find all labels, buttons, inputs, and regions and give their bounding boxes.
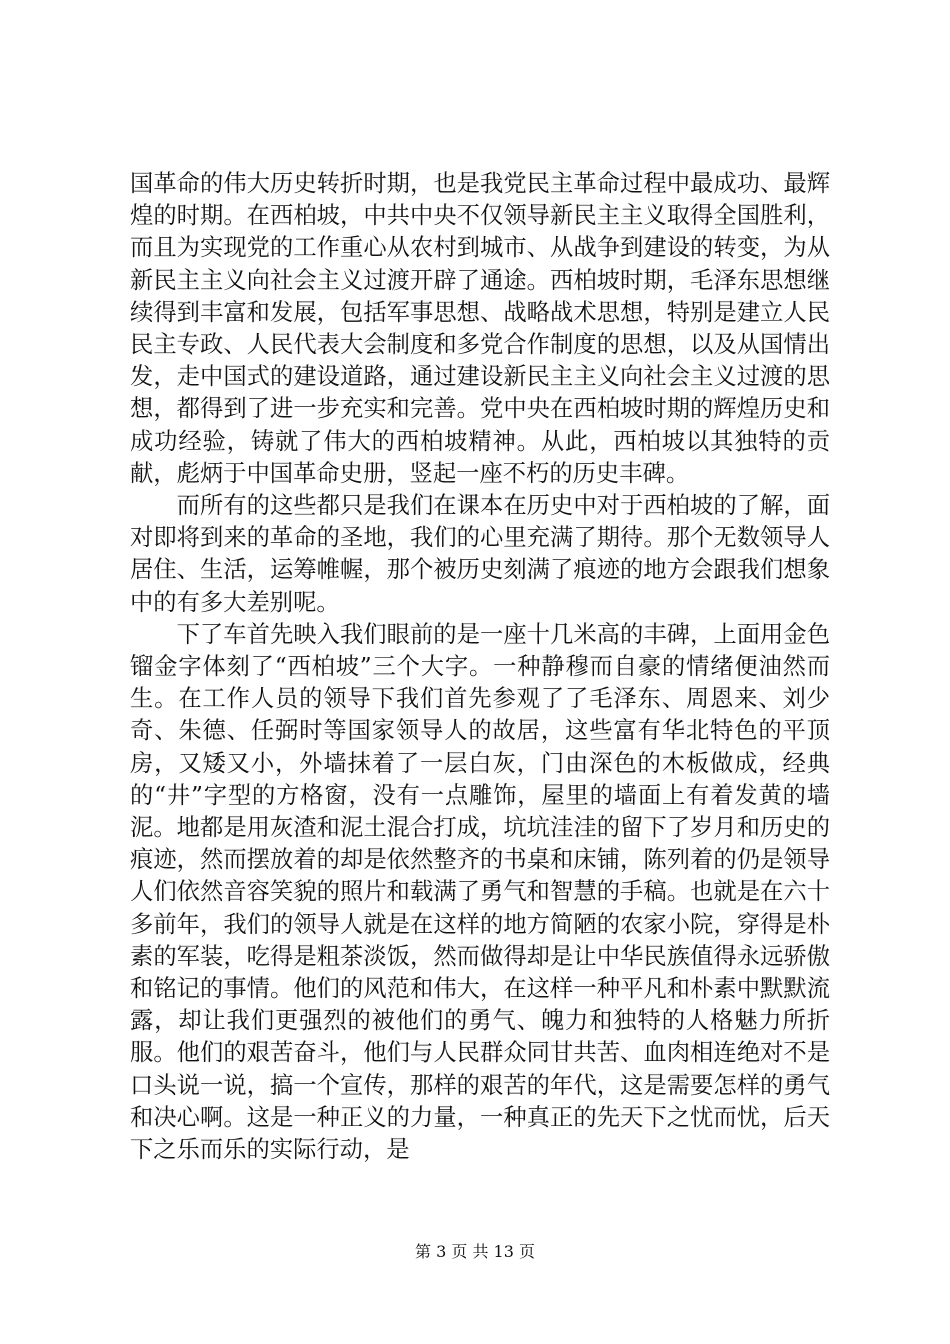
body-text bbox=[130, 168, 830, 1166]
paragraph-1: 国革命的伟大历史转折时期，也是我党民主革命过程中最成功、最辉煌的时期。在西柏坡，中共中央不仅领导新民主主义取得全国胜利，而且为实现党的工作重心从农村到城市、从战争到建设的转变，为从新民主主义向社会主义过渡开辟了通途。西柏坡时期，毛泽东思想继续得到丰富和发展，包括军事思想、战略战术思想，特别是建立人民民主专政、人民代表大会制度和多党合作制度的思想，以及从国情出发，走中国式的建设道路，通过建设新民主主义向社会主义过渡的思想，都得到了进一步充实和完善。党中央在西柏坡时期的辉煌历史和成功经验，铸就了伟大的西柏坡精神。从此，西柏坡以其独特的贡献，彪炳于中国革命史册，竖起一座不朽的历史丰碑。 bbox=[130, 170, 830, 487]
paragraph-3: 下了车首先映入我们眼前的是一座十几米高的丰碑，上面用金色镏金字体刻了“西柏坡”三个大字。一种静穆而自豪的情绪便油然而生。在工作人员的领导下我们首先参观了了毛泽东、周恩来、刘少奇、朱德、任弼时等国家领导人的故居，这些富有华北特色的平顶房，又矮又小，外墙抹着了一层白灰，门由深色的木板做成，经典的“井”字型的方格窗，没有一点雕饰，屋里的墙面上有着发黄的墙泥。地都是用灰渣和泥土混合打成，坑坑洼洼的留下了岁月和历史的痕迹，然而摆放着的却是依然整齐的书桌和床铺，陈列着的仍是领导人们依然音容笑貌的照片和载满了勇气和智慧的手稿。也就是在六十多前年，我们的领导人就是在这样的地方简陋的农家小院，穿得是朴素的军装，吃得是粗茶淡饭，然而做得却是让中华民族值得永远骄傲和铭记的事情。他们的风范和伟大，在这样一种平凡和朴素中默默流露，却让我们更强烈的被他们的勇气、魄力和独特的人格魅力所折服。他们的艰苦奋斗，他们与人民群众同甘共苦、血肉相连绝对不是口头说一说，搞一个宣传，那样的艰苦的年代，这是需要怎样的勇气和决心啊。这是一种正义的力量，一种真正的先天下之忧而忧，后天下之乐而乐的实际行动，是 bbox=[130, 620, 830, 1164]
page-footer bbox=[0, 1242, 950, 1262]
paragraph-2: 而所有的这些都只是我们在课本在历史中对于西柏坡的了解，面对即将到来的革命的圣地，我们的心里充满了期待。那个无数领导人居住、生活，运筹帷幄，那个被历史刻满了痕迹的地方会跟我们想象中的有多大差别呢。 bbox=[130, 492, 830, 616]
page-number-label: 第 3 页 共 13 页 bbox=[415, 1242, 535, 1261]
